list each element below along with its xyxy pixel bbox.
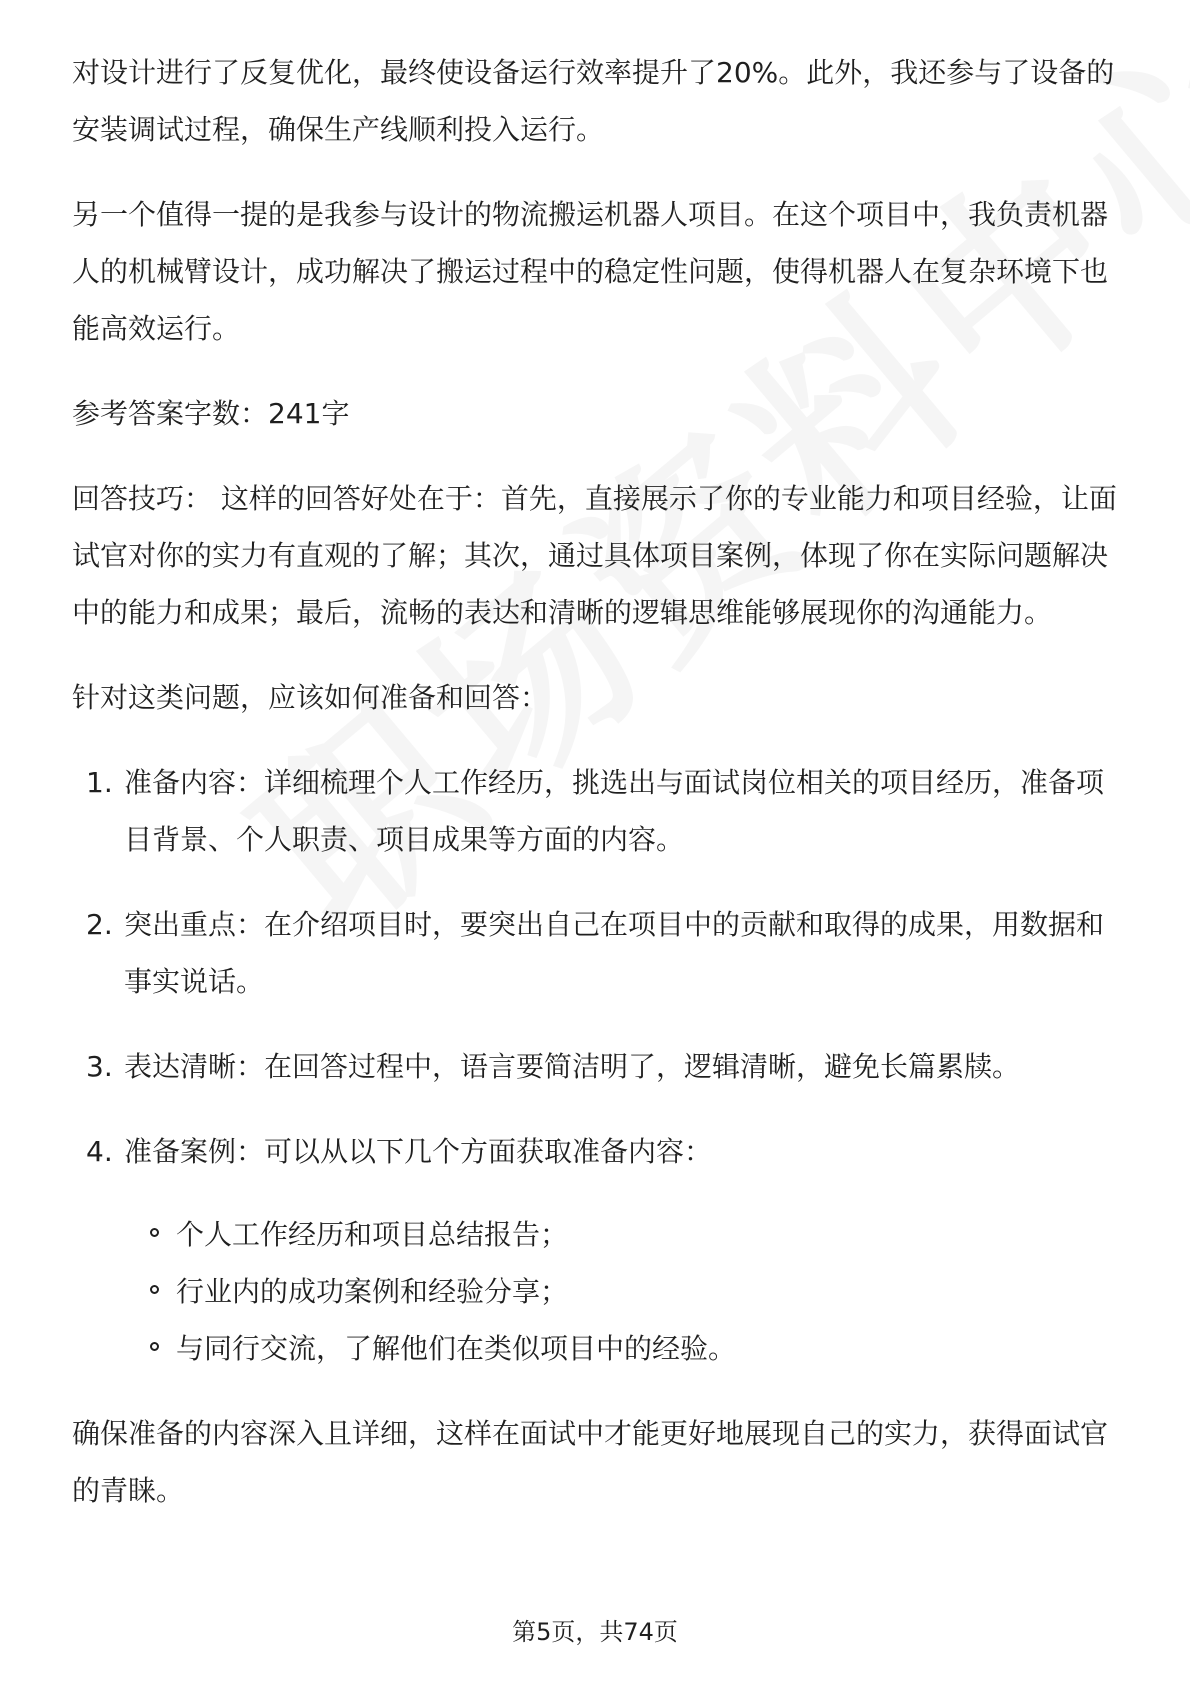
document-body xyxy=(72,44,1122,1547)
paragraph-project-summary: 对设计进行了反复优化，最终使设备运行效率提升了20%。此外，我还参与了设备的安装调试过程，确保生产线顺利投入运行。 xyxy=(72,56,1115,146)
list-item-text: 与同行交流，了解他们在类似项目中的经验。 xyxy=(176,1332,737,1365)
list-number: 1. xyxy=(86,766,113,799)
list-item-text: 行业内的成功案例和经验分享； xyxy=(176,1275,569,1308)
list-item-source-3 xyxy=(72,1320,1122,1377)
sources-sublist xyxy=(72,1206,1122,1377)
prep-steps-list xyxy=(72,754,1122,1180)
list-item-step-1 xyxy=(72,754,1122,868)
paragraph-conclusion: 确保准备的内容深入且详细，这样在面试中才能更好地展现自己的实力，获得面试官的青睐。 xyxy=(72,1417,1109,1507)
list-item-step-4 xyxy=(72,1123,1122,1180)
list-item-source-2 xyxy=(72,1263,1122,1320)
bullet-circle-icon xyxy=(150,1342,159,1351)
list-number: 3. xyxy=(86,1050,113,1083)
list-item-text: 表达清晰：在回答过程中，语言要简洁明了，逻辑清晰，避免长篇累牍。 xyxy=(124,1050,1021,1083)
list-item-text: 准备内容：详细梳理个人工作经历，挑选出与面试岗位相关的项目经历，准备项目背景、个人职责、项目成果等方面的内容。 xyxy=(124,766,1105,856)
bullet-circle-icon xyxy=(150,1228,159,1237)
paragraph-answer-tips: 回答技巧： 这样的回答好处在于：首先，直接展示了你的专业能力和项目经验，让面试官对你的实力有直观的了解；其次，通过具体项目案例，体现了你在实际问题解决中的能力和成果；最后，流畅的表达和清晰的逻辑思维能够展现你的沟通能力。 xyxy=(72,482,1117,629)
list-item-step-2 xyxy=(72,896,1122,1010)
list-item-text: 准备案例：可以从以下几个方面获取准备内容： xyxy=(124,1135,713,1168)
list-number: 4. xyxy=(86,1135,113,1168)
list-item-step-3 xyxy=(72,1038,1122,1095)
paragraph-prep-intro: 针对这类问题，应该如何准备和回答： xyxy=(72,681,549,714)
list-number: 2. xyxy=(86,908,113,941)
list-item-source-1 xyxy=(72,1206,1122,1263)
paragraph-robot-project: 另一个值得一提的是我参与设计的物流搬运机器人项目。在这个项目中，我负责机器人的机械臂设计，成功解决了搬运过程中的稳定性问题，使得机器人在复杂环境下也能高效运行。 xyxy=(72,198,1109,345)
list-item-text: 突出重点：在介绍项目时，要突出自己在项目中的贡献和取得的成果，用数据和事实说话。 xyxy=(124,908,1105,998)
list-item-text: 个人工作经历和项目总结报告； xyxy=(176,1218,569,1251)
bullet-circle-icon xyxy=(150,1285,159,1294)
paragraph-word-count: 参考答案字数：241字 xyxy=(72,397,350,430)
page-number-footer: 第5页，共74页 xyxy=(512,1618,678,1646)
